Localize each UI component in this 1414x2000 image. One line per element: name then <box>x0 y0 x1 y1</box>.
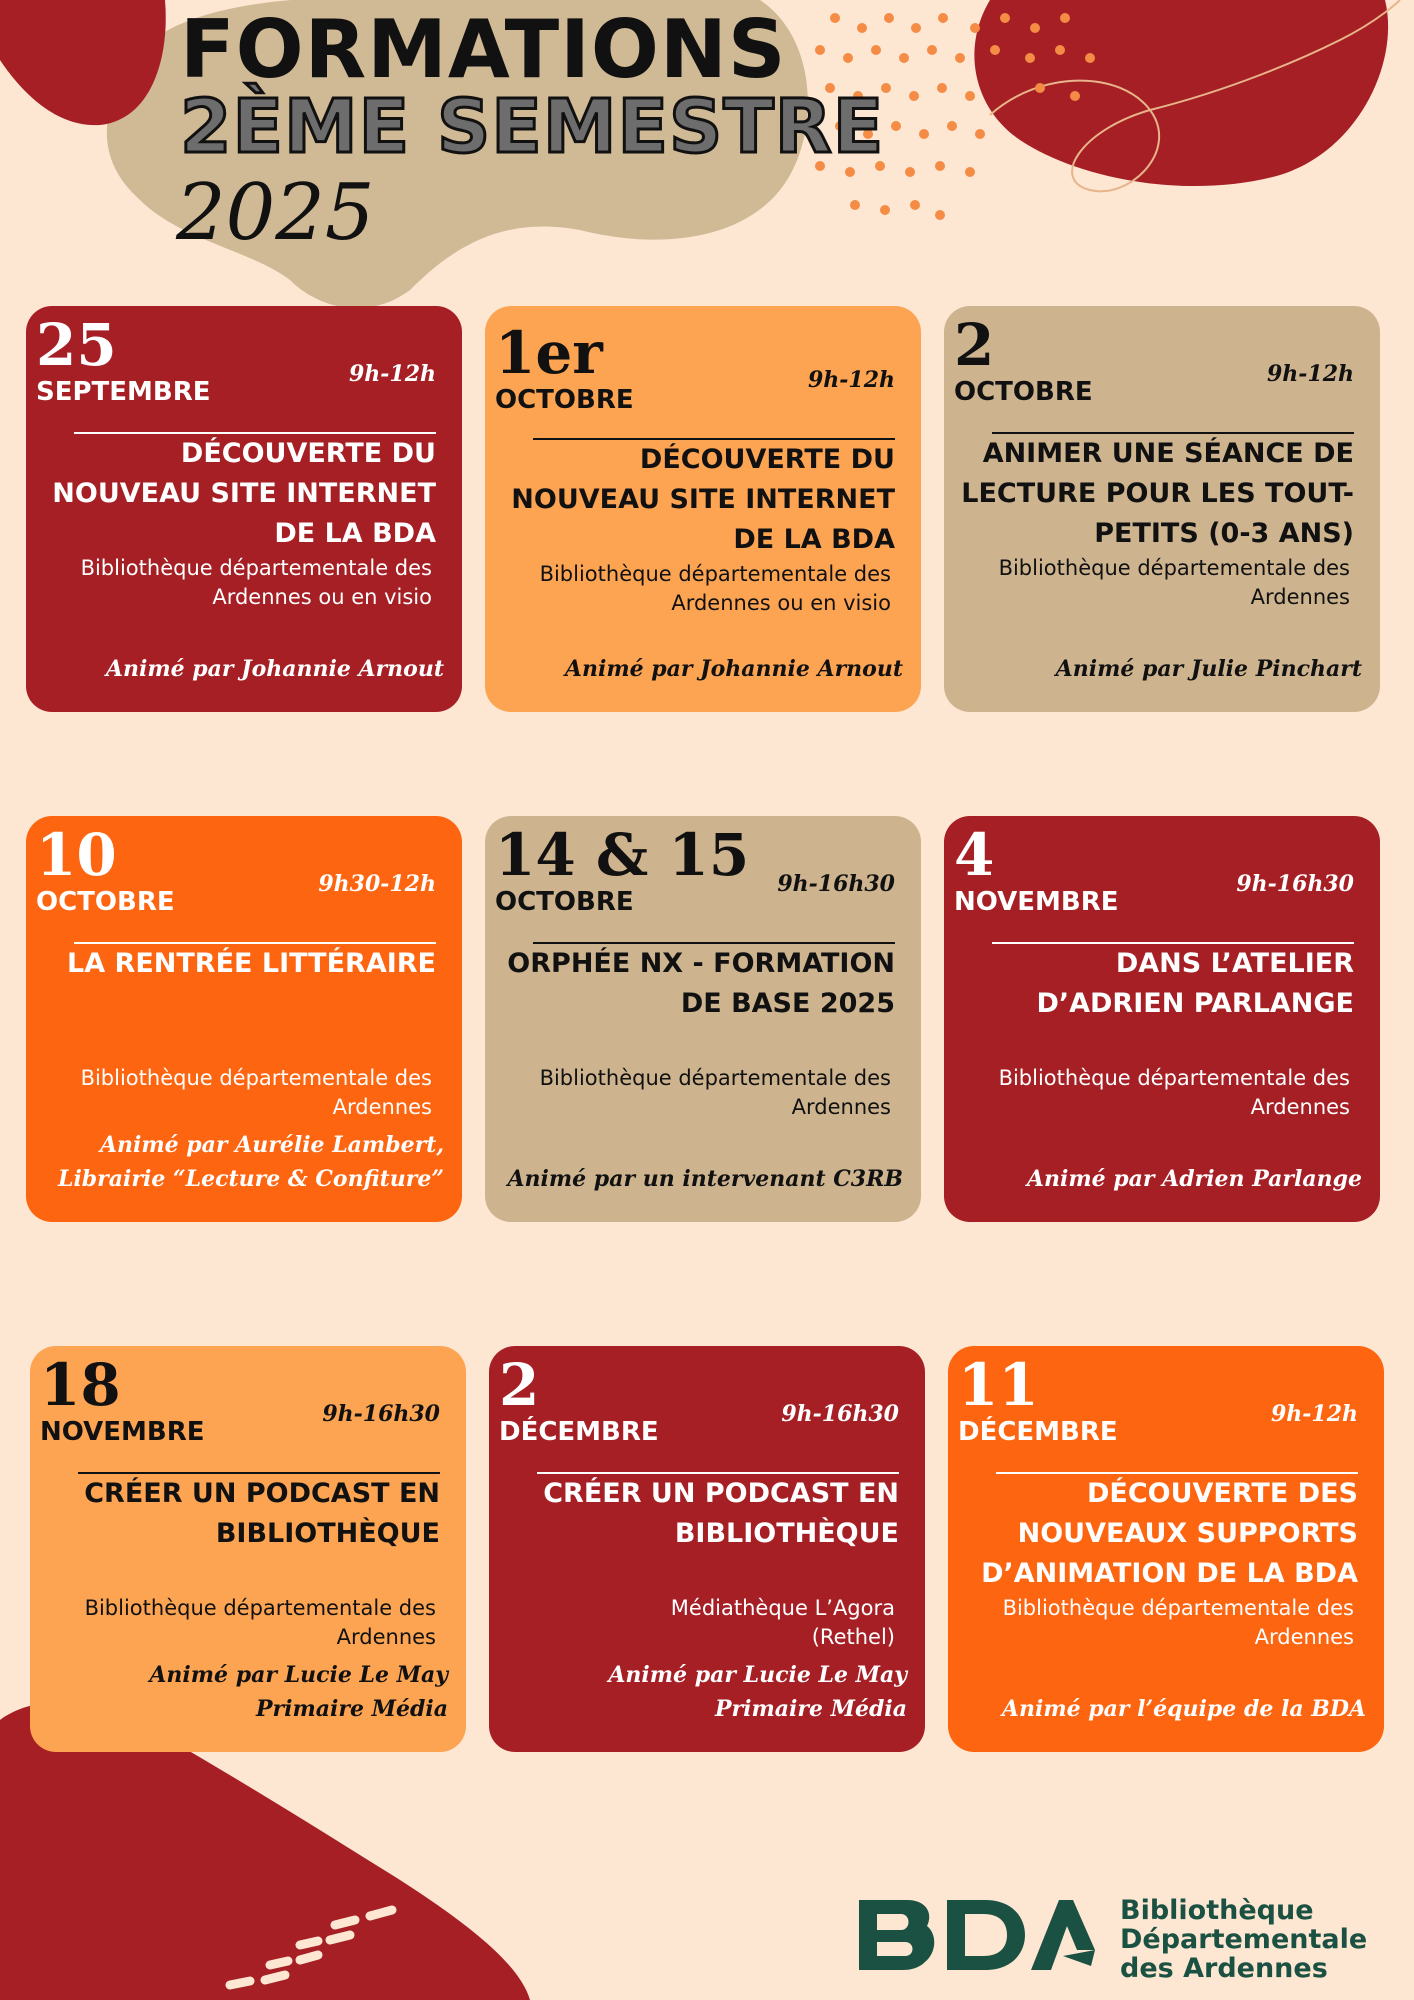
event-month: DÉCEMBRE <box>499 1417 659 1447</box>
event-title: DÉCOUVERTE DES NOUVEAUX SUPPORTS D’ANIMATION DE LA BDA <box>981 1478 1358 1589</box>
event-day: 1er <box>495 319 603 387</box>
bda-logo-mark <box>855 1890 1095 1990</box>
logo-line-1: Bibliothèque <box>1120 1895 1314 1926</box>
event-day: 10 <box>36 821 117 889</box>
event-card <box>485 816 921 1222</box>
event-title: ANIMER UNE SÉANCE DE LECTURE POUR LES TOUT-PETITS (0-3 ANS) <box>961 438 1354 549</box>
event-day: 2 <box>954 311 995 379</box>
event-time: 9h30-12h <box>318 871 436 897</box>
event-host: Animé par Lucie Le May Primaire Média <box>608 1662 907 1722</box>
event-host: Animé par Adrien Parlange <box>1026 1166 1362 1192</box>
event-title: CRÉER UN PODCAST EN BIBLIOTHÈQUE <box>84 1478 440 1549</box>
event-month: SEPTEMBRE <box>36 377 211 407</box>
event-card <box>944 306 1380 712</box>
header-subtitle: 2ÈME SEMESTRE <box>180 84 885 170</box>
event-place: Bibliothèque départementale des Ardennes <box>84 1596 436 1649</box>
event-card <box>489 1346 925 1752</box>
event-month: OCTOBRE <box>495 887 634 917</box>
event-place: Bibliothèque départementale des Ardennes <box>998 556 1350 609</box>
event-title: LA RENTRÉE LITTÉRAIRE <box>67 948 436 979</box>
event-place: Bibliothèque départementale des Ardennes <box>80 1066 432 1119</box>
event-time: 9h-12h <box>807 367 895 393</box>
event-month: OCTOBRE <box>495 385 634 415</box>
event-card <box>30 1346 466 1752</box>
event-card <box>26 816 462 1222</box>
event-month: NOVEMBRE <box>40 1417 205 1447</box>
event-month: OCTOBRE <box>36 887 175 917</box>
event-time: 9h-12h <box>1266 361 1354 387</box>
event-title: DANS L’ATELIER D’ADRIEN PARLANGE <box>1036 948 1354 1019</box>
event-day: 11 <box>958 1351 1039 1419</box>
event-place: Médiathèque L’Agora (Rethel) <box>670 1596 895 1649</box>
event-time: 9h-16h30 <box>777 871 895 897</box>
event-title: ORPHÉE NX - FORMATION DE BASE 2025 <box>507 948 895 1019</box>
event-day: 18 <box>40 1351 121 1419</box>
logo-acronym: BDA <box>855 1890 858 1891</box>
event-host: Animé par Aurélie Lambert, Librairie “Lecture & Confiture” <box>57 1132 444 1192</box>
event-time: 9h-12h <box>1270 1401 1358 1427</box>
logo-text <box>1120 1896 1367 1983</box>
event-card <box>948 1346 1384 1752</box>
event-title: CRÉER UN PODCAST EN BIBLIOTHÈQUE <box>543 1478 899 1549</box>
event-host: Animé par Lucie Le May Primaire Média <box>149 1662 448 1722</box>
event-time: 9h-16h30 <box>1236 871 1354 897</box>
event-month: DÉCEMBRE <box>958 1417 1118 1447</box>
event-day: 4 <box>954 821 995 889</box>
event-place: Bibliothèque départementale des Ardennes ou en visio <box>80 556 432 609</box>
event-time: 9h-16h30 <box>322 1401 440 1427</box>
event-host: Animé par un intervenant C3RB <box>507 1166 903 1192</box>
event-title: DÉCOUVERTE DU NOUVEAU SITE INTERNET DE LA BDA <box>511 444 895 555</box>
header-year: 2025 <box>176 168 375 258</box>
event-month: OCTOBRE <box>954 377 1093 407</box>
event-card <box>485 306 921 712</box>
event-time: 9h-16h30 <box>781 1401 899 1427</box>
event-host: Animé par Johannie Arnout <box>564 656 903 682</box>
event-card <box>26 306 462 712</box>
event-place: Bibliothèque départementale des Ardennes <box>539 1066 891 1119</box>
event-place: Bibliothèque départementale des Ardennes <box>998 1066 1350 1119</box>
header-title: FORMATIONS <box>180 3 787 96</box>
event-day: 25 <box>36 311 117 379</box>
logo-line-2: Départementale <box>1120 1924 1368 1955</box>
event-host: Animé par l’équipe de la BDA <box>1001 1696 1366 1722</box>
event-time: 9h-12h <box>348 361 436 387</box>
event-place: Bibliothèque départementale des Ardennes ou en visio <box>539 562 891 615</box>
event-title: DÉCOUVERTE DU NOUVEAU SITE INTERNET DE LA BDA <box>52 438 436 549</box>
event-host: Animé par Johannie Arnout <box>105 656 444 682</box>
event-host: Animé par Julie Pinchart <box>1055 656 1362 682</box>
event-month: NOVEMBRE <box>954 887 1119 917</box>
event-day: 2 <box>499 1351 540 1419</box>
event-day: 14 & 15 <box>495 821 750 889</box>
event-place: Bibliothèque départementale des Ardennes <box>1002 1596 1354 1649</box>
logo-line-3: des Ardennes <box>1120 1953 1328 1984</box>
event-card <box>944 816 1380 1222</box>
